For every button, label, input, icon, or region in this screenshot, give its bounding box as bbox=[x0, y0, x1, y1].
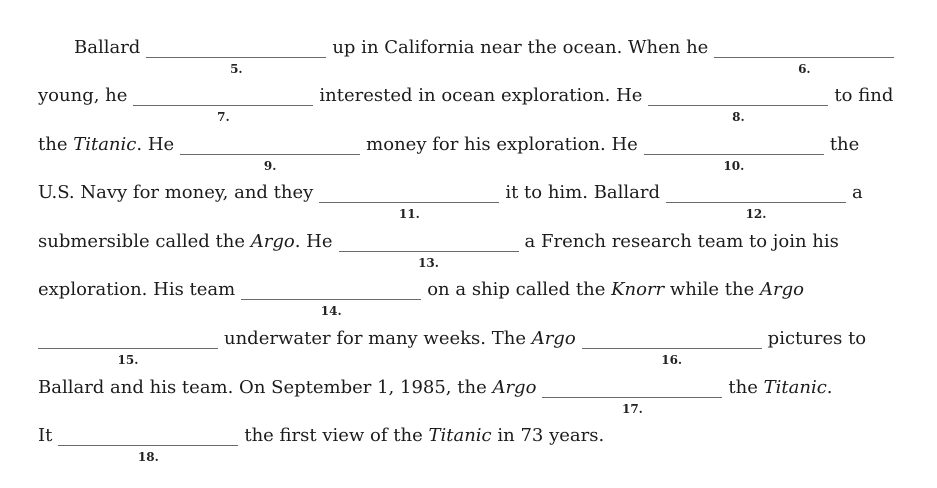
passage-text: interested in ocean exploration. He bbox=[319, 85, 643, 106]
blank-number: 13. bbox=[418, 256, 439, 270]
passage-text: a French research team to join his bbox=[524, 231, 839, 252]
passage-text: exploration. His team bbox=[38, 279, 236, 300]
passage-text: while the bbox=[664, 279, 760, 300]
passage-line bbox=[38, 377, 833, 416]
blank-number: 6. bbox=[798, 62, 811, 76]
passage-text: . He bbox=[294, 231, 333, 252]
italic-title: Argo bbox=[531, 328, 576, 349]
passage-line bbox=[38, 134, 860, 173]
answer-blank[interactable] bbox=[644, 134, 824, 173]
answer-blank[interactable] bbox=[648, 85, 828, 124]
italic-title: Argo bbox=[250, 231, 295, 252]
blank-number: 11. bbox=[398, 207, 420, 221]
passage-line bbox=[38, 85, 894, 124]
passage-text: underwater for many weeks. The bbox=[224, 328, 532, 349]
answer-blank[interactable] bbox=[714, 37, 894, 76]
answer-blank[interactable] bbox=[319, 182, 499, 221]
passage-text: . He bbox=[136, 134, 175, 155]
passage-text: in 73 years. bbox=[491, 425, 605, 446]
answer-blank[interactable] bbox=[38, 328, 218, 367]
passage-text: It bbox=[38, 425, 53, 446]
blank-number: 7. bbox=[217, 110, 230, 124]
italic-title: Argo bbox=[759, 279, 804, 300]
answer-blank[interactable] bbox=[542, 377, 722, 416]
italic-title: Argo bbox=[492, 377, 537, 398]
answer-blank[interactable] bbox=[241, 279, 421, 318]
passage-text: to find bbox=[834, 85, 894, 106]
passage-text: up in California near the ocean. When he bbox=[332, 37, 709, 58]
answer-blank[interactable] bbox=[133, 85, 313, 124]
passage-text: the bbox=[829, 134, 860, 155]
italic-title: Knorr bbox=[611, 279, 665, 300]
passage-line bbox=[38, 279, 804, 318]
blank-number: 8. bbox=[732, 110, 745, 124]
blank-number: 14. bbox=[320, 304, 342, 318]
passage-text: a bbox=[852, 182, 863, 203]
passage-text: U.S. Navy for money, and they bbox=[38, 182, 314, 203]
italic-title: Titanic bbox=[763, 377, 827, 398]
italic-title: Titanic bbox=[428, 425, 492, 446]
answer-blank[interactable] bbox=[666, 182, 846, 221]
passage-text: pictures to bbox=[767, 328, 867, 349]
answer-blank[interactable] bbox=[339, 231, 519, 270]
passage-line bbox=[74, 37, 900, 76]
answer-blank[interactable] bbox=[58, 425, 238, 464]
passage-text: Ballard and his team. On September 1, 1985, the bbox=[38, 377, 493, 398]
blank-number: 18. bbox=[137, 450, 159, 464]
blank-number: 17. bbox=[621, 402, 643, 416]
passage-text: submersible called the bbox=[38, 231, 251, 252]
blank-number: 10. bbox=[723, 159, 745, 173]
blank-number: 5. bbox=[230, 62, 243, 76]
blank-number: 16. bbox=[661, 353, 683, 367]
passage-text: it to him. Ballard bbox=[505, 182, 661, 203]
passage-text: . bbox=[826, 377, 833, 398]
blank-number: 9. bbox=[263, 159, 277, 173]
passage-text: young, he bbox=[38, 85, 128, 106]
blank-number: 15. bbox=[117, 353, 139, 367]
passage-line bbox=[38, 328, 867, 367]
answer-blank[interactable] bbox=[180, 134, 360, 173]
passage-text: on a ship called the bbox=[427, 279, 612, 300]
passage-line bbox=[38, 231, 839, 270]
answer-blank[interactable] bbox=[146, 37, 326, 76]
passage-line bbox=[38, 425, 605, 464]
italic-title: Titanic bbox=[73, 134, 137, 155]
passage-text: the bbox=[728, 377, 764, 398]
passage-text: money for his exploration. He bbox=[366, 134, 638, 155]
passage-text: the first view of the bbox=[244, 425, 429, 446]
blank-number: 12. bbox=[745, 207, 767, 221]
passage-text: Ballard bbox=[74, 37, 141, 58]
passage-line bbox=[38, 182, 863, 221]
answer-blank[interactable] bbox=[582, 328, 762, 367]
passage-text: the bbox=[38, 134, 74, 155]
